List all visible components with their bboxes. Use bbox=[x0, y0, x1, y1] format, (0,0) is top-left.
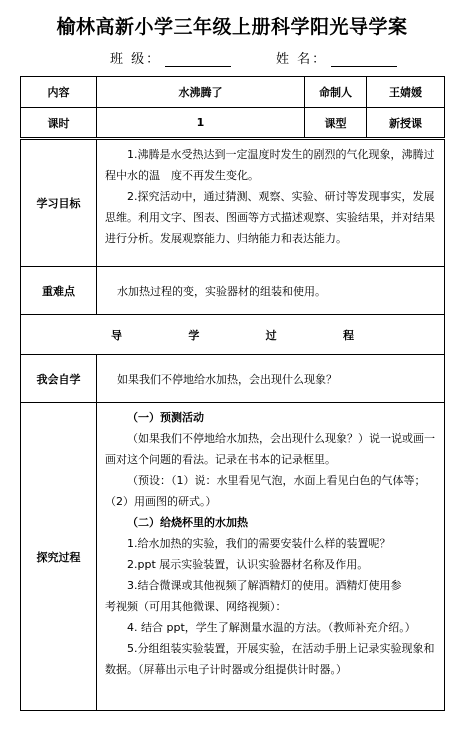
content-value: 水沸腾了 bbox=[97, 77, 305, 108]
lesson-plan-table bbox=[20, 76, 445, 711]
goal-1: 1.沸腾是水受热达到一定温度时发生的剧烈的气化现象，沸腾过程中水的温 度不再发生变化。 bbox=[105, 148, 435, 182]
name-field bbox=[276, 48, 397, 67]
class-blank bbox=[165, 52, 231, 67]
guide-char-2: 学 bbox=[188, 328, 200, 342]
page-title: 榆林高新小学三年级上册科学阳光导学案 bbox=[56, 16, 408, 38]
self-study-row bbox=[21, 355, 445, 403]
class-field bbox=[110, 48, 231, 67]
explore-step-2: 2.ppt 展示实验装置，认识实验器材名称及作用。 bbox=[127, 558, 369, 571]
author-value: 王婧媛 bbox=[367, 77, 445, 108]
name-blank bbox=[331, 52, 397, 67]
period-label: 课时 bbox=[21, 108, 97, 139]
key-points-row bbox=[21, 267, 445, 315]
explore-content bbox=[97, 403, 445, 711]
explore-step-5: 5.分组组装实验装置，开展实验，在活动手册上记录实验现象和数据。（屏幕出示电子计时器或分组提供计时器。） bbox=[105, 642, 435, 676]
content-label: 内容 bbox=[21, 77, 97, 108]
self-study-label: 我会自学 bbox=[21, 355, 97, 403]
goals-content bbox=[97, 139, 445, 267]
goal-2: 2.探究活动中，通过猜测、观察、实验、研讨等发现事实，发展思维。利用文字、图表、图画等方式描述观察、实验结果，并对结果进行分析。发展观察能力、归纳能力和表达能力。 bbox=[105, 190, 435, 245]
guide-row bbox=[21, 315, 445, 355]
guide-char-1: 导 bbox=[111, 328, 122, 342]
period-value: 1 bbox=[97, 108, 305, 139]
explore-heading-1: （一）预测活动 bbox=[127, 411, 204, 424]
explore-heading-2: （二）给烧杯里的水加热 bbox=[127, 516, 248, 529]
lesson-type-label: 课型 bbox=[305, 108, 367, 139]
explore-step-4: 4. 结合 ppt，学生了解测量水温的方法。（教师补充介绍。） bbox=[127, 621, 416, 634]
explore-row bbox=[21, 403, 445, 711]
self-study-text: 如果我们不停地给水加热，会出现什么现象？ bbox=[97, 355, 445, 403]
guide-heading bbox=[21, 315, 445, 355]
explore-step-3: 3.结合微课或其他视频了解酒精灯的使用。酒精灯使用参 bbox=[127, 579, 402, 592]
guide-char-4: 程 bbox=[342, 328, 354, 342]
explore-step-1: 1.给水加热的实验，我们的需要安装什么样的装置呢？ bbox=[127, 537, 391, 550]
goals-row bbox=[21, 139, 445, 267]
key-points-label: 重难点 bbox=[21, 267, 97, 315]
name-label: 姓 名： bbox=[276, 52, 328, 67]
info-row-period bbox=[21, 108, 445, 139]
guide-char-3: 过 bbox=[265, 328, 277, 342]
explore-paragraph-1: （如果我们不停地给水加热，会出现什么现象？）说一说或画一画对这个问题的看法。记录在书本的记录框里。 bbox=[105, 432, 435, 466]
key-points-text: 水加热过程的变，实验器材的组装和使用。 bbox=[97, 267, 445, 315]
author-label: 命制人 bbox=[305, 77, 367, 108]
explore-step-3-cont: 考视频（可用其他微课、网络视频）： bbox=[105, 600, 287, 613]
info-row-content bbox=[21, 77, 445, 108]
goals-label: 学习目标 bbox=[21, 139, 97, 267]
lesson-type-value: 新授课 bbox=[367, 108, 445, 139]
class-label: 班 级： bbox=[110, 52, 162, 67]
explore-paragraph-2: （预设：（1）说：水里看见气泡，水面上看见白色的气体等；（2）用画图的研式。） bbox=[105, 474, 426, 508]
explore-label: 探究过程 bbox=[21, 403, 97, 711]
